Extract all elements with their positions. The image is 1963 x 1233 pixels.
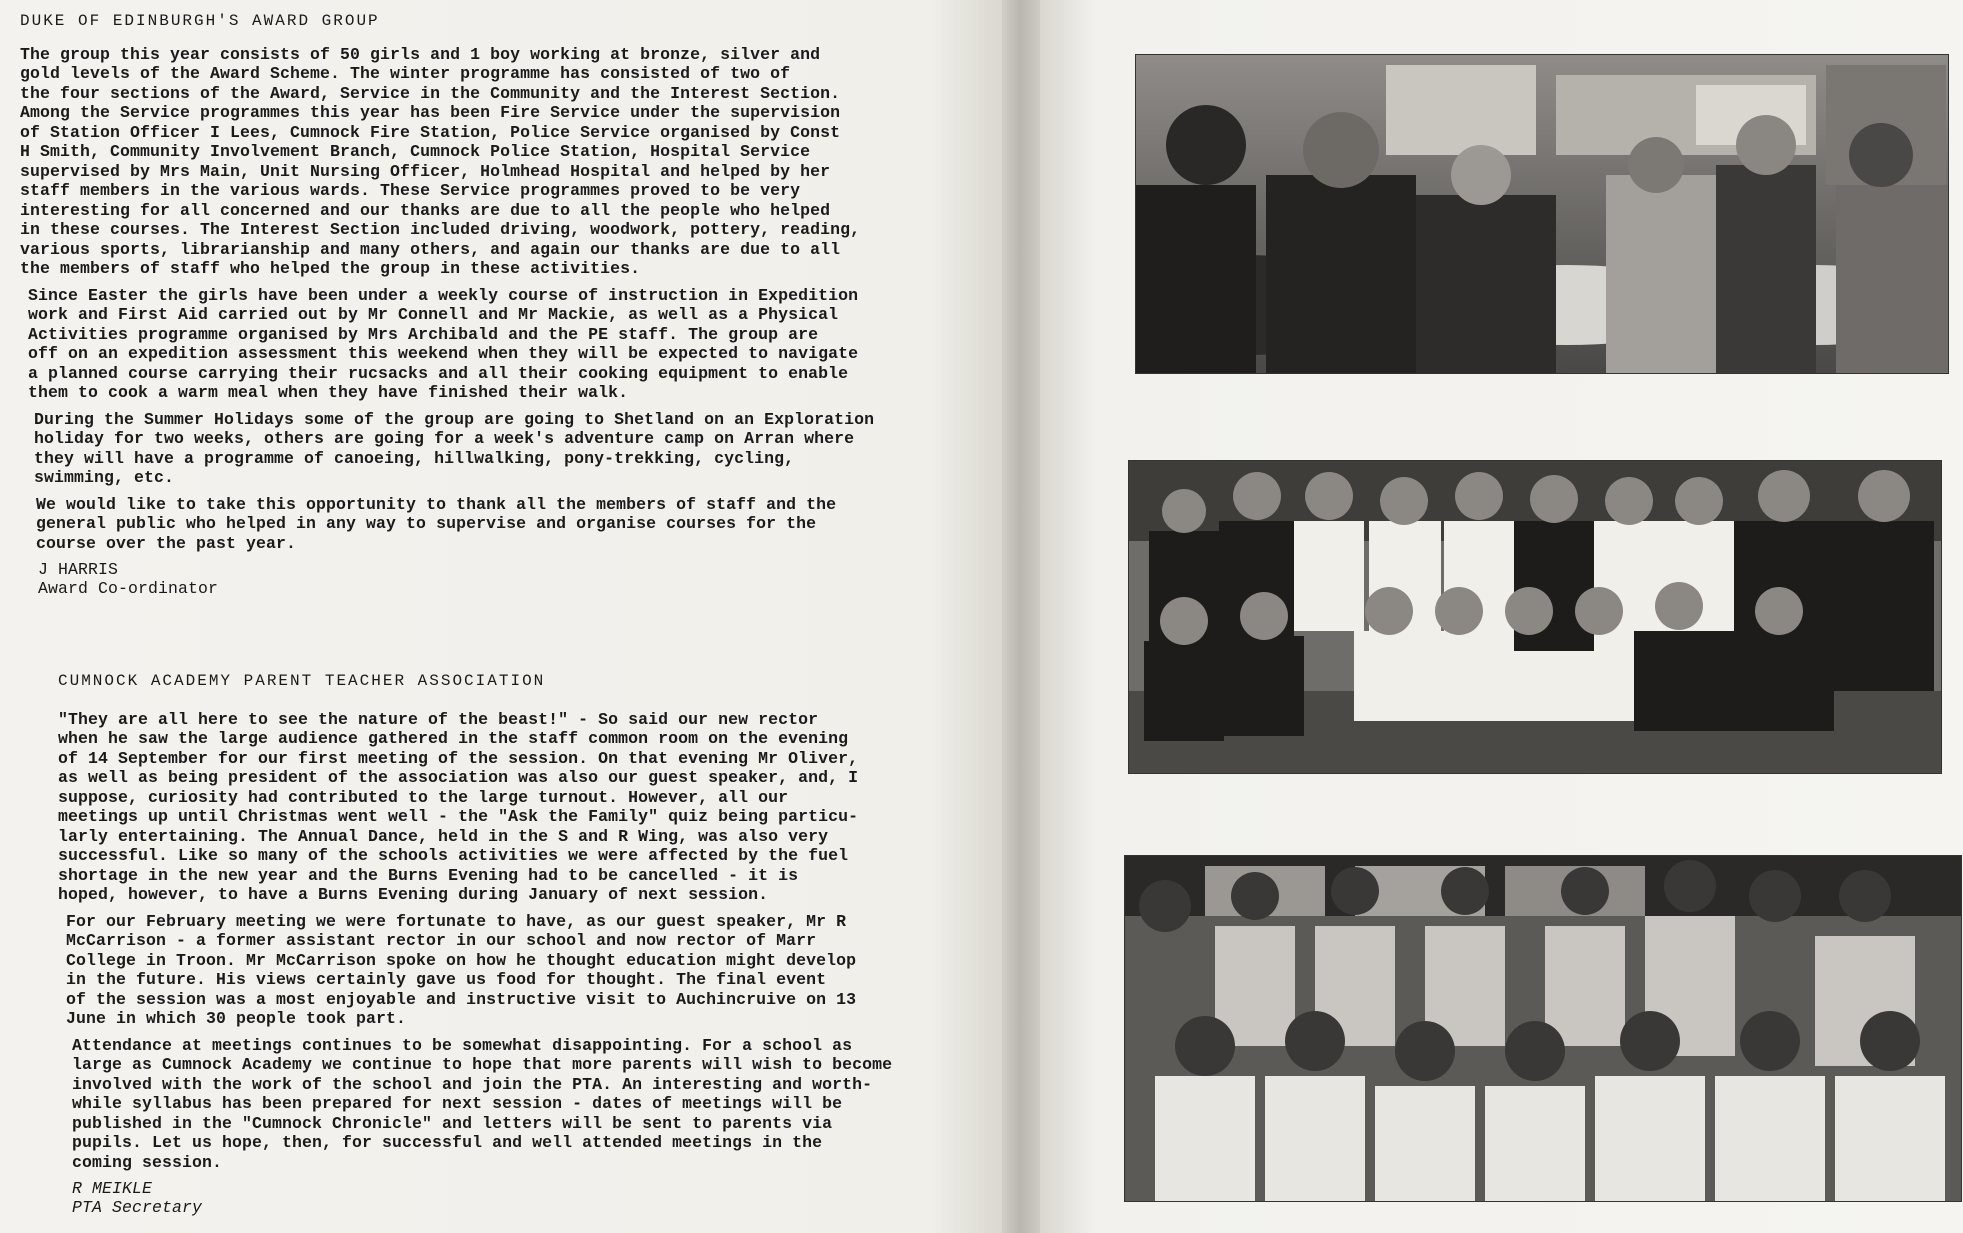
article-paragraph: Since Easter the girls have been under a weekly course of instruction in Expedition work and First Aid carried out by Mr Connell and Mr Mackie, as well as a Physical Activities programme organised by Mrs Archibald and the PE staff. The group are off on an expedition assessment this weekend when they will be expected to navigate a planned course carrying their rucsacks and all their cooking equipment to enable them to cook a warm meal when they have finished their walk.: [28, 285, 859, 402]
outdoor-group-photo: [1124, 855, 1962, 1202]
article-paragraph: The group this year consists of 50 girls and 1 boy working at bronze, silver and gold levels of the Award Scheme. The winter programme has consisted of two of the four sections of the Award, Service in the Community and the Interest Section. Among the Service programmes this year has been Fire Service under the supervision of Station Officer I Lees, Cumnock Fire Station, Police Service organised by Const H Smith, Community Involvement Branch, Cumnock Police Station, Hospital Service supervised by Mrs Main, Unit Nursing Officer, Holmhead Hospital and helped by her staff members in the various wards. These Service programmes proved to be very interesting for all concerned and our thanks are due to all the people who helped in these courses. The Interest Section included driving, woodwork, pottery, reading, various sports, librarianship and many others, and again our thanks are due to all the members of staff who helped the group in these activities.: [20, 44, 861, 278]
signature-name: R MEIKLE: [72, 1179, 153, 1198]
article-heading: CUMNOCK ACADEMY PARENT TEACHER ASSOCIATION: [58, 672, 546, 690]
right-page: [1040, 0, 1963, 1233]
page-gutter: [1002, 0, 1042, 1233]
classroom-group-photo: [1135, 54, 1949, 374]
signature-title: PTA Secretary: [72, 1198, 203, 1217]
article-paragraph: "They are all here to see the nature of the beast!" - So said our new rector when he saw the large audience gathered in the staff common room on the evening of 14 September for our first meeting of the session. On that evening Mr Oliver, as well as being president of the association was also our guest speaker, and, I suppose, curiosity had contributed to the large turnout. However, all our meetings up until Christmas went well - the "Ask the Family" quiz being particu- larly entertaining. The Annual Dance, held in the S and R Wing, was also very successful. Like so many of the schools activities we were affected by the fuel shortage in the new year and the Burns Evening had to be cancelled - it is hoped, however, to have a Burns Evening during January of next session.: [58, 709, 859, 904]
article-paragraph: Attendance at meetings continues to be somewhat disappointing. For a school as large as Cumnock Academy we continue to hope that more parents will wish to become involved with the work of the school and join the PTA. An interesting and worth- while syllabus has been prepared for next session - dates of meetings will be published in the "Cumnock Chronicle" and letters will be sent to parents via pupils. Let us hope, then, for successful and well attended meetings in the coming session.: [72, 1035, 893, 1172]
article-paragraph: For our February meeting we were fortunate to have, as our guest speaker, Mr R McCarrison - a former assistant rector in our school and now rector of Marr College in Troon. Mr McCarrison spoke on how he thought education might develop in the future. His views certainly gave us food for thought. The final event of the session was a most enjoyable and instructive visit to Auchincruive on 13 June in which 30 people took part.: [66, 911, 857, 1028]
uniformed-girls-photo: [1128, 460, 1942, 774]
article-heading: DUKE OF EDINBURGH'S AWARD GROUP: [20, 12, 380, 30]
article-paragraph: We would like to take this opportunity to thank all the members of staff and the general public who helped in any way to supervise and organise courses for the course over the past year.: [36, 494, 837, 553]
signature-title: Award Co-ordinator: [38, 579, 219, 598]
article-paragraph: During the Summer Holidays some of the group are going to Shetland on an Exploration holiday for two weeks, others are going for a week's adventure camp on Arran where they will have a programme of canoeing, hillwalking, pony-trekking, cycling, swimming, etc.: [34, 409, 875, 487]
award-group-article: [20, 12, 995, 598]
signature-name: J HARRIS: [38, 560, 119, 579]
pta-article: [48, 672, 998, 1217]
